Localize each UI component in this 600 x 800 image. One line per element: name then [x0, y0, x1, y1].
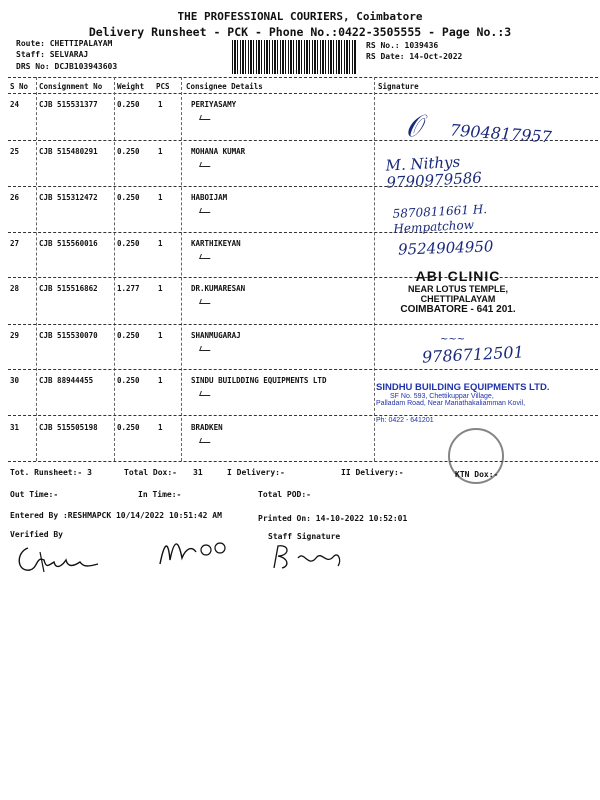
- supervisor-signature: [156, 534, 236, 568]
- col-divider: [181, 77, 182, 461]
- row-sno: 25: [10, 147, 20, 156]
- row-consignee: BRADKEN: [191, 423, 223, 432]
- col-divider: [36, 77, 37, 461]
- row-check-mark: [199, 162, 212, 167]
- col-divider: [114, 77, 115, 461]
- row-sno: 31: [10, 423, 20, 432]
- row-divider: [8, 232, 598, 233]
- abi-stamp-name: ABI CLINIC: [415, 268, 501, 284]
- row-divider: [8, 369, 598, 370]
- row-weight: 0.250: [117, 193, 140, 202]
- total-dox-value: 31: [193, 468, 203, 477]
- total-pod-label: Total POD:-: [258, 490, 311, 499]
- row-sno: 29: [10, 331, 20, 340]
- row-signature: 9786712501: [421, 342, 525, 367]
- row-consignment-no: CJB 515560016: [39, 239, 98, 248]
- row-pcs: 1: [158, 284, 163, 293]
- row-sno: 28: [10, 284, 20, 293]
- row-pcs: 1: [158, 100, 163, 109]
- row-check-mark: [199, 115, 212, 120]
- abi-stamp-line1: NEAR LOTUS TEMPLE,: [407, 284, 508, 294]
- row-consignment-no: CJB 515480291: [39, 147, 98, 156]
- row-consignment-no: CJB 88944455: [39, 376, 94, 385]
- row-check-mark: [199, 254, 212, 259]
- row-pcs: 1: [158, 193, 163, 202]
- staff-label: Staff: SELVARAJ: [16, 50, 89, 59]
- row-consignment-no: CJB 515312472: [39, 193, 98, 202]
- row-pcs: 1: [158, 331, 163, 340]
- row-consignee: SHANMUGARAJ: [191, 331, 241, 340]
- route-label: Route: CHETTIPALAYAM: [16, 39, 113, 48]
- runsheet-title: Delivery Runsheet - PCK - Phone No.:0422-3505555 - Page No.:3: [88, 25, 512, 39]
- row-signature: M. Nithys 9790979586: [385, 152, 483, 192]
- sindhu-stamp-name: SINDHU BUILDING EQUIPMENTS LTD.: [376, 382, 550, 393]
- sindhu-stamp-line3: Ph: 0422 - 641201: [376, 417, 434, 424]
- row-pcs: 1: [158, 239, 163, 248]
- total-dox-label: Total Dox:-: [124, 468, 177, 477]
- staff-signature-label: Staff Signature: [268, 532, 341, 541]
- row-consignment-no: CJB 515531377: [39, 100, 98, 109]
- row-pcs: 1: [158, 423, 163, 432]
- row-sno: 27: [10, 239, 20, 248]
- entered-by: Entered By :RESHMAPCK 10/14/2022 10:51:42 AM: [10, 511, 222, 520]
- ii-delivery-label: II Delivery:-: [341, 468, 404, 477]
- row-consignee: PERIYASAMY: [191, 100, 237, 109]
- row-signature: 7904817957: [449, 120, 553, 147]
- col-header-weight: Weight: [117, 82, 145, 91]
- row-weight: 0.250: [117, 239, 140, 248]
- row-check-mark: [199, 391, 212, 396]
- company-title: THE PROFESSIONAL COURIERS, Coimbatore: [177, 10, 423, 23]
- sindhu-stamp-line1: SF No. 593, Chettikuppar Village,: [390, 393, 494, 400]
- row-divider: [8, 324, 598, 325]
- row-consignee: HABOIJAM: [191, 193, 228, 202]
- row-sno: 24: [10, 100, 20, 109]
- table-bottom-rule: [8, 461, 598, 462]
- col-header-pcs: PCS: [156, 82, 170, 91]
- drs-label: DRS No: DCJB103943603: [16, 62, 118, 71]
- row-consignee: SINDU BUILDDING EQUIPMENTS LTD: [191, 376, 327, 385]
- abi-clinic-stamp: [378, 268, 538, 315]
- verifier-signature: [14, 542, 104, 576]
- signature-scribble: ~~~: [440, 334, 466, 345]
- col-header-consignment: Consignment No: [39, 82, 103, 91]
- sindhu-stamp: [376, 382, 596, 424]
- row-consignment-no: CJB 515516862: [39, 284, 98, 293]
- row-weight: 1.277: [117, 284, 140, 293]
- row-weight: 0.250: [117, 423, 140, 432]
- ktn-dox-label: KTN Dox:-: [455, 470, 499, 479]
- col-header-signature: Signature: [378, 82, 419, 91]
- row-consignee: KARTHIKEYAN: [191, 239, 241, 248]
- out-time-label: Out Time:-: [10, 490, 59, 499]
- row-consignment-no: CJB 515505198: [39, 423, 98, 432]
- verified-by-label: Verified By: [10, 530, 63, 539]
- col-header-consignee: Consignee Details: [186, 82, 263, 91]
- abi-stamp-line3: COIMBATORE - 641 201.: [400, 304, 516, 315]
- sindhu-stamp-line2: Palladam Road, Near Mariathakaliamman Kovil,: [376, 400, 526, 407]
- row-divider: [8, 186, 598, 187]
- row-check-mark: [199, 438, 212, 443]
- row-signature: 5870811661 H. Hempatchow: [392, 202, 488, 236]
- row-weight: 0.250: [117, 331, 140, 340]
- table-top-rule: [8, 77, 598, 78]
- row-pcs: 1: [158, 147, 163, 156]
- row-check-mark: [199, 346, 212, 351]
- row-signature: 9524904950: [397, 237, 494, 259]
- rs-no-label: RS No.: 1039436: [366, 41, 439, 50]
- row-pcs: 1: [158, 376, 163, 385]
- in-time-label: In Time:-: [138, 490, 182, 499]
- barcode: [232, 40, 356, 74]
- row-check-mark: [199, 208, 212, 213]
- printed-on: Printed On: 14-10-2022 10:52:01: [258, 514, 408, 523]
- col-divider: [374, 77, 375, 461]
- row-consignment-no: CJB 515530070: [39, 331, 98, 340]
- i-delivery-label: I Delivery:-: [227, 468, 285, 477]
- rs-date-label: RS Date: 14-Oct-2022: [366, 52, 463, 61]
- row-weight: 0.250: [117, 100, 140, 109]
- table-header-rule: [8, 93, 598, 94]
- col-header-sno: S No: [10, 82, 29, 91]
- row-sno: 30: [10, 376, 20, 385]
- row-consignee: MOHANA KUMAR: [191, 147, 246, 156]
- row-sno: 26: [10, 193, 20, 202]
- row-check-mark: [199, 299, 212, 304]
- tot-runsheet: Tot. Runsheet:- 3: [10, 468, 92, 477]
- abi-stamp-line2: CHETTIPALAYAM: [420, 294, 496, 304]
- row-weight: 0.250: [117, 376, 140, 385]
- staff-signature: [268, 540, 348, 574]
- row-consignee: DR.KUMARESAN: [191, 284, 246, 293]
- row-weight: 0.250: [117, 147, 140, 156]
- signature-scribble: 𝒪: [402, 108, 425, 145]
